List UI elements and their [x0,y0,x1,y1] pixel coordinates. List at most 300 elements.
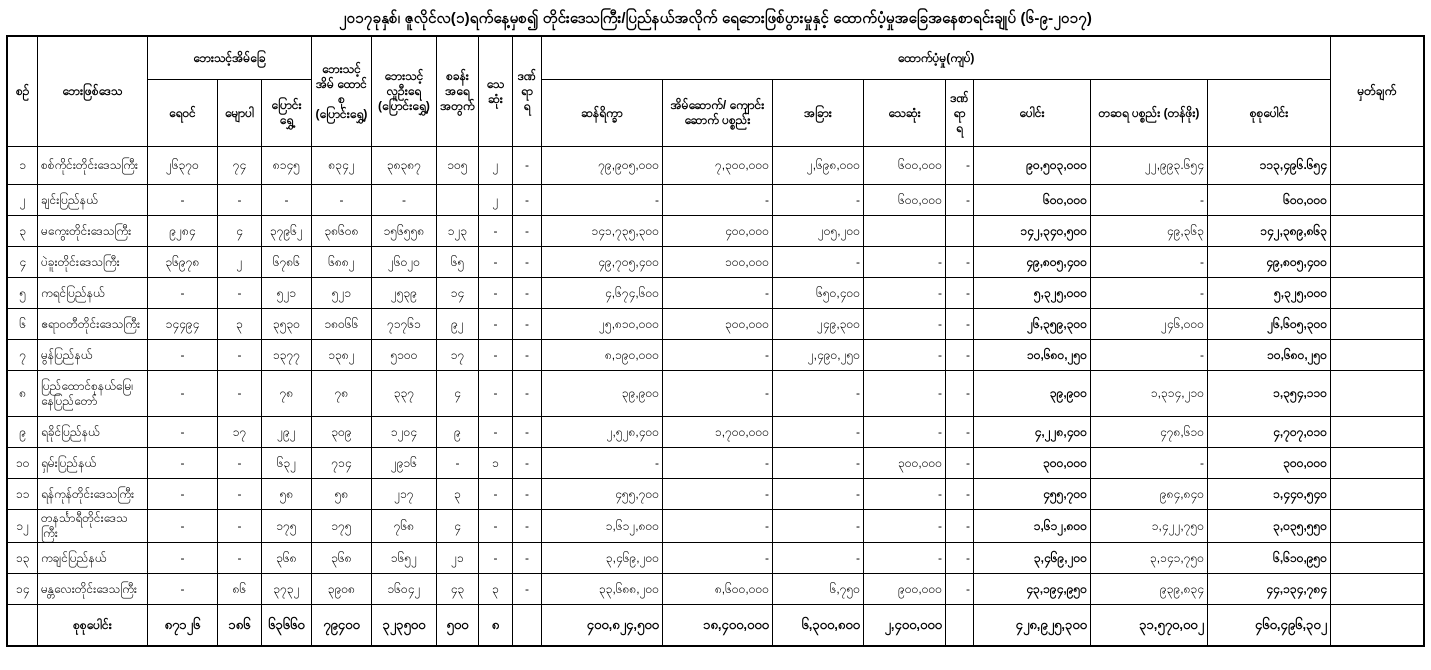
table-row-9-cell-subtotal: ၄,၂၂၈,၄၀၀ [973,417,1090,448]
total-row-cell-washed-away: ၁၈၆ [217,605,261,647]
table-row-13-cell-deaths: - [478,543,512,574]
table-row-2-cell-relocated: - [261,185,311,216]
table-row-2-cell-region: ချင်းပြည်နယ် [37,185,147,216]
table-row-12-cell-donated-goods-value: ၁,၄၂၂,၇၅၀ [1090,510,1207,543]
table-row-6-cell-remark [1331,309,1424,340]
col-header-deaths: သေ ဆုံး [478,36,512,147]
total-row-cell-deaths-support: ၂,၄၀၀,၀၀၀ [863,605,945,647]
table-row-1-cell-injured: - [512,147,541,185]
table-row-10-cell-flood-entered: - [147,448,217,479]
col-group-affected-households: ဘေးသင့်အိမ်ခြေ [147,36,311,80]
table-row-13-cell-rice-ration: ၃,၄၆၉,၂၀၀ [541,543,662,574]
table-row-13-cell-no: ၁၃ [7,543,37,574]
col-header-camps: စခန်း အရေ အတွက် [436,36,478,147]
table-row-4-cell-building-materials: ၁၀၀,၀၀၀ [662,247,772,278]
table-row-6-cell-camps: ၉၂ [436,309,478,340]
table-row-12-cell-deaths: - [478,510,512,543]
table-row-13-cell-other: - [772,543,863,574]
col-header-remark: မှတ်ချက် [1331,36,1424,147]
table-row-10-cell-relocated: ၆၃၂ [261,448,311,479]
table-row-9-cell-washed-away: ၁၇ [217,417,261,448]
table-row-14-cell-remark [1331,574,1424,605]
table-row-4-cell-region: ပဲခူးတိုင်းဒေသကြီး [37,247,147,278]
table-row-4-cell-households-relocated: ၆၈၈၂ [311,247,371,278]
table-row-13-cell-subtotal: ၃,၄၆၉,၂၀၀ [973,543,1090,574]
table-row-13 [7,543,1423,574]
table-row-8-cell-injured-support: - [945,371,973,417]
table-row-9-cell-region: ရခိုင်ပြည်နယ် [37,417,147,448]
table-row-8-cell-washed-away: - [217,371,261,417]
col-header-other: အခြား [772,80,863,147]
table-row-6-cell-deaths-support: - [863,309,945,340]
table-row-8 [7,371,1423,417]
table-row-6-cell-injured-support: - [945,309,973,340]
table-row-13-cell-building-materials: - [662,543,772,574]
table-row-1-cell-people-relocated: ၃၈၃၈၇ [371,147,436,185]
table-row-11-cell-region: ရန်ကုန်တိုင်းဒေသကြီး [37,479,147,510]
total-row-cell-grand-total: ၄၆၀,၄၉၆,၃၀၂ [1207,605,1330,647]
table-row-9-cell-remark [1331,417,1424,448]
table-row-2-cell-camps [436,185,478,216]
table-row-13-cell-remark [1331,543,1424,574]
table-row-8-cell-households-relocated: ၇၈ [311,371,371,417]
total-row-cell-injured [512,605,541,647]
table-row-13-cell-injured-support: - [945,543,973,574]
table-row-2-cell-people-relocated: - [371,185,436,216]
total-row-cell-flood-entered: ၈၇၁၂၆ [147,605,217,647]
table-row-13-cell-washed-away: - [217,543,261,574]
table-row-9-cell-people-relocated: ၁၂၀၄ [371,417,436,448]
table-row-11 [7,479,1423,510]
table-row-14-cell-flood-entered: - [147,574,217,605]
table-row-10-cell-people-relocated: ၂၉၁၆ [371,448,436,479]
table-row-4-cell-injured: - [512,247,541,278]
table-row-10-cell-washed-away: - [217,448,261,479]
table-row-6 [7,309,1423,340]
table-row-7-cell-relocated: ၁၃၇၇ [261,340,311,371]
table-row-6-cell-region: ဧရာဝတီတိုင်းဒေသကြီး [37,309,147,340]
table-row-9-cell-flood-entered: - [147,417,217,448]
table-row-3-cell-subtotal: ၁၄၂,၃၄၀,၅၀၀ [973,216,1090,247]
col-header-no: စဥ် [7,36,37,147]
table-row-1-cell-building-materials: ၇,၃၀၀,၀၀၀ [662,147,772,185]
table-row-9-cell-donated-goods-value: ၄၇၈,၆၁၀ [1090,417,1207,448]
table-row-7-cell-camps: ၁၇ [436,340,478,371]
table-row-3-cell-deaths-support [863,216,945,247]
table-row-10 [7,448,1423,479]
table-row-7-cell-other: ၂,၄၉၀,၂၅၀ [772,340,863,371]
table-row-3-cell-region: မကွေးတိုင်းဒေသကြီး [37,216,147,247]
table-row-12-cell-households-relocated: ၁၇၅ [311,510,371,543]
table-row-3-cell-flood-entered: ၉၂၈၄ [147,216,217,247]
table-row-5-cell-relocated: ၅၂၁ [261,278,311,309]
col-header-rice-ration: ဆန်ရိက္ခာ [541,80,662,147]
table-row-6-cell-donated-goods-value: ၂၄၆,၀၀၀ [1090,309,1207,340]
table-row-5 [7,278,1423,309]
table-row-7-cell-washed-away: - [217,340,261,371]
table-row-5-cell-other: ၆၅၀,၄၀၀ [772,278,863,309]
table-row-13-cell-relocated: ၃၆၈ [261,543,311,574]
table-row-13-cell-injured: - [512,543,541,574]
table-row-8-cell-relocated: ၇၈ [261,371,311,417]
table-row-10-cell-injured: - [512,448,541,479]
table-row-10-cell-deaths: ၁ [478,448,512,479]
table-row-9-cell-deaths: - [478,417,512,448]
table-row-10-cell-building-materials: - [662,448,772,479]
table-row-11-cell-no: ၁၁ [7,479,37,510]
table-row-8-cell-rice-ration: ၃၉,၉၀၀ [541,371,662,417]
table-row-5-cell-injured: - [512,278,541,309]
table-row-2-cell-remark [1331,185,1424,216]
col-header-washed-away: မျောပါ [217,80,261,147]
table-row-10-cell-households-relocated: ၇၁၄ [311,448,371,479]
table-row-8-cell-people-relocated: ၃၃၇ [371,371,436,417]
table-row-8-cell-injured: - [512,371,541,417]
table-row-12-cell-washed-away: - [217,510,261,543]
table-row-14-cell-region: မန္တလေးတိုင်းဒေသကြီး [37,574,147,605]
table-row-3-cell-no: ၃ [7,216,37,247]
table-row-5-cell-injured-support: - [945,278,973,309]
col-header-building-materials: အိမ်ဆောက်/ ကျောင်းဆောက် ပစ္စည်း [662,80,772,147]
table-row-1-cell-donated-goods-value: ၂၂,၉၉၃.၆၅၄ [1090,147,1207,185]
table-row-9-cell-building-materials: ၁,၇၀၀,၀၀၀ [662,417,772,448]
table-row-2-cell-rice-ration: - [541,185,662,216]
table-row-1-cell-region: စစ်ကိုင်းတိုင်းဒေသကြီး [37,147,147,185]
table-row-3-cell-relocated: ၃၇၉၆၂ [261,216,311,247]
table-row-14-cell-relocated: ၃၇၃၂ [261,574,311,605]
table-row-12 [7,510,1423,543]
table-row-4-cell-subtotal: ၄၉,၈၀၅,၄၀၀ [973,247,1090,278]
table-row-9-cell-other: - [772,417,863,448]
table-row-11-cell-injured-support: - [945,479,973,510]
flood-relief-summary-table [6,35,1424,647]
table-row-7-cell-subtotal: ၁၀,၆၈၀,၂၅၀ [973,340,1090,371]
table-row-3-cell-deaths: - [478,216,512,247]
total-row-cell-other: ၆,၃၀၀,၈၀၀ [772,605,863,647]
table-row-12-cell-subtotal: ၁,၆၁၂,၈၀၀ [973,510,1090,543]
table-row-11-cell-rice-ration: ၄၅၅,၇၀၀ [541,479,662,510]
total-row-cell-relocated: ၆၃၆၆၀ [261,605,311,647]
table-row-14-cell-deaths-support: ၉၀၀,၀၀၀ [863,574,945,605]
table-body [7,147,1423,647]
table-row-14-cell-injured: - [512,574,541,605]
table-row-6-cell-flood-entered: ၁၄၄၉၄ [147,309,217,340]
table-row-12-cell-rice-ration: ၁,၆၁၂,၈၀၀ [541,510,662,543]
table-row-3-cell-injured: - [512,216,541,247]
table-row-9-cell-rice-ration: ၂,၅၂၈,၄၀၀ [541,417,662,448]
table-row-2-cell-no: ၂ [7,185,37,216]
table-row-4-cell-deaths: - [478,247,512,278]
table-row-1-cell-deaths: ၂ [478,147,512,185]
table-row-1-cell-relocated: ၈၁၄၅ [261,147,311,185]
total-row-cell-subtotal: ၄၂၈,၉၂၅,၃၀၀ [973,605,1090,647]
table-row-7 [7,340,1423,371]
col-header-people-relocated: ဘေးသင့် လူဦးရေ (ပြောင်းရွှေ့) [371,36,436,147]
table-row-5-cell-flood-entered: - [147,278,217,309]
table-row-11-cell-remark [1331,479,1424,510]
table-row-12-cell-building-materials: - [662,510,772,543]
col-header-households-relocated: ဘေးသင့် အိမ် ထောင်စု (ပြောင်းရွှေ့) [311,36,371,147]
table-row-5-cell-donated-goods-value: - [1090,278,1207,309]
table-row-10-cell-rice-ration: - [541,448,662,479]
table-row-2 [7,185,1423,216]
table-row-4-cell-remark [1331,247,1424,278]
table-row-4-cell-donated-goods-value: - [1090,247,1207,278]
table-row-14-cell-no: ၁၄ [7,574,37,605]
table-row-8-cell-no: ၈ [7,371,37,417]
table-row-3-cell-other: ၂၀၅,၂၀၀ [772,216,863,247]
total-row-cell-no [7,605,37,647]
table-row-8-cell-remark [1331,371,1424,417]
table-row-3-cell-washed-away: ၄ [217,216,261,247]
table-row-9-cell-households-relocated: ၃၀၉ [311,417,371,448]
table-row-8-cell-camps: ၄ [436,371,478,417]
table-row-2-cell-washed-away: - [217,185,261,216]
table-row-12-cell-grand-total: ၃,၀၃၅,၅၅၀ [1207,510,1330,543]
table-row-1-cell-grand-total: ၁၁၃,၄၉၆.၆၅၄ [1207,147,1330,185]
table-row-14-cell-households-relocated: ၃၉၀၈ [311,574,371,605]
table-row-11-cell-camps: ၃ [436,479,478,510]
table-row-1-cell-rice-ration: ၇၉,၉၀၅,၀၀၀ [541,147,662,185]
page-title: ၂၀၁၇ခုနှစ်၊ ဇူလိုင်လ(၁)ရက်နေ့မှစ၍ တိုင်းဒေသကြီး/ပြည်နယ်အလိုက် ရေဘေးဖြစ်ပွားမှုနှင့် ထောက်ပံ့မှုအခြေအနေစာရင်းချုပ် (၆-၉-၂၀၁၇) [338,10,1093,27]
table-row-11-cell-building-materials: - [662,479,772,510]
table-row-10-cell-donated-goods-value: - [1090,448,1207,479]
table-row-13-cell-deaths-support: - [863,543,945,574]
table-row-14-cell-deaths: ၃ [478,574,512,605]
table-row-5-cell-households-relocated: ၅၂၁ [311,278,371,309]
table-row-8-cell-deaths: - [478,371,512,417]
total-row-cell-rice-ration: ၄၀၀,၈၂၄,၅၀၀ [541,605,662,647]
col-header-injured-support: ဒဏ် ရာ ရ [945,80,973,147]
table-row-12-cell-people-relocated: ၇၆၈ [371,510,436,543]
total-row-cell-region: စုစုပေါင်း [37,605,147,647]
table-row-2-cell-donated-goods-value: - [1090,185,1207,216]
table-row-6-cell-other: ၂၄၉,၃၀၀ [772,309,863,340]
table-row-12-cell-injured: - [512,510,541,543]
table-row-1-cell-households-relocated: ၈၃၄၂ [311,147,371,185]
table-row-13-cell-region: ကချင်ပြည်နယ် [37,543,147,574]
table-row-2-cell-subtotal: ၆၀၀,၀၀၀ [973,185,1090,216]
table-row-7-cell-households-relocated: ၁၃၈၂ [311,340,371,371]
table-row-8-cell-donated-goods-value: ၁,၃၁၄,၂၁၀ [1090,371,1207,417]
table-row-11-cell-grand-total: ၁,၄၄၀,၅၄၀ [1207,479,1330,510]
table-row-4-cell-people-relocated: ၂၆၀၂၀ [371,247,436,278]
table-row-12-cell-flood-entered: - [147,510,217,543]
table-row-3-cell-building-materials: ၄၀၀,၀၀၀ [662,216,772,247]
table-row-8-cell-other: - [772,371,863,417]
table-row-6-cell-injured: - [512,309,541,340]
table-row-2-cell-households-relocated: - [311,185,371,216]
table-row-8-cell-region: ပြည်ထောင်စုနယ်မြေ၊ နေပြည်တော် [37,371,147,417]
total-row-cell-remark [1331,605,1424,647]
table-row-2-cell-other: - [772,185,863,216]
table-row-7-cell-grand-total: ၁၀,၆၈၀,၂၅၀ [1207,340,1330,371]
col-header-subtotal: ပေါင်း [973,80,1090,147]
table-row-14-cell-people-relocated: ၁၆၀၄၂ [371,574,436,605]
total-row [7,605,1423,647]
table-row-14-cell-building-materials: ၈,၆၀၀,၀၀၀ [662,574,772,605]
table-row-3-cell-grand-total: ၁၄၂,၃၈၉,၈၆၃ [1207,216,1330,247]
table-row-3-cell-people-relocated: ၁၅၆၅၅၈ [371,216,436,247]
table-row-11-cell-households-relocated: ၅၈ [311,479,371,510]
table-row-3-cell-households-relocated: ၃၈၆၀၈ [311,216,371,247]
table-row-1 [7,147,1423,185]
table-row-9 [7,417,1423,448]
table-row-11-cell-deaths-support: - [863,479,945,510]
table-row-3-cell-rice-ration: ၁၄၁,၇၃၅,၃၀၀ [541,216,662,247]
table-row-11-cell-donated-goods-value: ၉၈၄,၈၄၀ [1090,479,1207,510]
table-row-7-cell-rice-ration: ၈,၁၉၀,၀၀၀ [541,340,662,371]
table-row-7-cell-deaths-support: - [863,340,945,371]
table-row-1-cell-deaths-support: ၆၀၀,၀၀၀ [863,147,945,185]
table-row-11-cell-relocated: ၅၈ [261,479,311,510]
table-row-5-cell-no: ၅ [7,278,37,309]
table-row-14-cell-camps: ၄၃ [436,574,478,605]
table-row-1-cell-no: ၁ [7,147,37,185]
table-row-6-cell-deaths: - [478,309,512,340]
table-row-9-cell-deaths-support: - [863,417,945,448]
table-row-5-cell-grand-total: ၅,၃၂၅,၀၀၀ [1207,278,1330,309]
table-row-2-cell-grand-total: ၆၀၀,၀၀၀ [1207,185,1330,216]
table-row-2-cell-injured: - [512,185,541,216]
table-row-3 [7,216,1423,247]
table-row-7-cell-region: မွန်ပြည်နယ် [37,340,147,371]
table-row-9-cell-injured-support: - [945,417,973,448]
table-row-5-cell-deaths-support: - [863,278,945,309]
table-row-11-cell-injured: - [512,479,541,510]
total-row-cell-deaths: ၈ [478,605,512,647]
total-row-cell-injured-support [945,605,973,647]
total-row-cell-people-relocated: ၃၂၃၅၀၀ [371,605,436,647]
table-row-7-cell-donated-goods-value: - [1090,340,1207,371]
table-row-6-cell-no: ၆ [7,309,37,340]
table-row-13-cell-flood-entered: - [147,543,217,574]
table-row-10-cell-injured-support: - [945,448,973,479]
total-row-cell-households-relocated: ၇၉၄၀၀ [311,605,371,647]
table-row-9-cell-injured: - [512,417,541,448]
table-row-13-cell-donated-goods-value: ၃,၁၄၁,၇၅၀ [1090,543,1207,574]
table-row-1-cell-remark [1331,147,1424,185]
table-row-2-cell-building-materials: - [662,185,772,216]
table-row-8-cell-subtotal: ၃၉,၉၀၀ [973,371,1090,417]
col-header-donated-goods-value: တဆရ ပစ္စည်း (တန်ဖိုး) [1090,80,1207,147]
table-row-10-cell-remark [1331,448,1424,479]
table-row-11-cell-people-relocated: ၂၁၇ [371,479,436,510]
table-row-4 [7,247,1423,278]
table-row-8-cell-building-materials: - [662,371,772,417]
table-row-5-cell-people-relocated: ၂၅၃၉ [371,278,436,309]
table-row-10-cell-subtotal: ၃၀၀,၀၀၀ [973,448,1090,479]
table-row-9-cell-relocated: ၂၉၂ [261,417,311,448]
table-row-4-cell-rice-ration: ၄၉,၇၀၅,၄၀၀ [541,247,662,278]
table-row-1-cell-injured-support: - [945,147,973,185]
table-row-12-cell-camps: ၄ [436,510,478,543]
total-row-cell-building-materials: ၁၈,၄၀၀,၀၀၀ [662,605,772,647]
col-header-relocated: ပြောင်းရွှေ့ [261,80,311,147]
table-row-8-cell-deaths-support: - [863,371,945,417]
table-row-1-cell-subtotal: ၉၀,၅၀၃,၀၀၀ [973,147,1090,185]
table-row-13-cell-people-relocated: ၁၆၅၂ [371,543,436,574]
col-header-injured: ဒဏ် ရာ ရ [512,36,541,147]
table-row-3-cell-remark [1331,216,1424,247]
table-row-4-cell-deaths-support: - [863,247,945,278]
table-row-10-cell-region: ရှမ်းပြည်နယ် [37,448,147,479]
table-row-1-cell-washed-away: ၇၄ [217,147,261,185]
table-row-5-cell-subtotal: ၅,၃၂၅,၀၀၀ [973,278,1090,309]
table-row-12-cell-relocated: ၁၇၅ [261,510,311,543]
table-row-14-cell-subtotal: ၄၃,၁၉၄,၉၅၀ [973,574,1090,605]
table-row-2-cell-injured-support: - [945,185,973,216]
table-row-12-cell-no: ၁၂ [7,510,37,543]
table-row-4-cell-no: ၄ [7,247,37,278]
table-row-9-cell-no: ၉ [7,417,37,448]
table-row-12-cell-other: - [772,510,863,543]
table-row-5-cell-deaths: - [478,278,512,309]
table-row-6-cell-rice-ration: ၂၅,၈၁၀,၀၀၀ [541,309,662,340]
table-row-14-cell-washed-away: ၈၆ [217,574,261,605]
table-row-5-cell-washed-away: - [217,278,261,309]
table-row-12-cell-remark [1331,510,1424,543]
table-row-1-cell-other: ၂,၆၉၈,၀၀၀ [772,147,863,185]
table-row-4-cell-injured-support: - [945,247,973,278]
table-row-2-cell-flood-entered: - [147,185,217,216]
table-row-6-cell-grand-total: ၂၆,၆၀၅,၃၀၀ [1207,309,1330,340]
table-row-10-cell-no: ၁၀ [7,448,37,479]
table-row-1-cell-camps: ၁၀၅ [436,147,478,185]
table-row-6-cell-subtotal: ၂၆,၃၅၉,၃၀၀ [973,309,1090,340]
table-row-5-cell-building-materials: - [662,278,772,309]
table-row-3-cell-injured-support [945,216,973,247]
table-row-13-cell-camps: ၂၁ [436,543,478,574]
table-row-12-cell-region: တနင်္သာရီတိုင်းဒေသကြီး [37,510,147,543]
table-row-7-cell-injured: - [512,340,541,371]
table-row-10-cell-grand-total: ၃၀၀,၀၀၀ [1207,448,1330,479]
table-row-4-cell-other: - [772,247,863,278]
table-row-14-cell-rice-ration: ၃၃,၆၈၈,၂၀၀ [541,574,662,605]
total-row-cell-camps: ၅၀၀ [436,605,478,647]
table-row-5-cell-region: ကရင်ပြည်နယ် [37,278,147,309]
table-row-7-cell-deaths: - [478,340,512,371]
table-row-11-cell-other: - [772,479,863,510]
table-row-6-cell-people-relocated: ၇၁၇၆၁ [371,309,436,340]
table-row-10-cell-camps: - [436,448,478,479]
table-row-4-cell-flood-entered: ၃၆၉၇၈ [147,247,217,278]
table-row-4-cell-camps: ၆၅ [436,247,478,278]
table-row-8-cell-flood-entered: - [147,371,217,417]
table-row-7-cell-injured-support: - [945,340,973,371]
table-row-9-cell-grand-total: ၄,၇၀၇,၀၁၀ [1207,417,1330,448]
table-row-13-cell-households-relocated: ၃၆၈ [311,543,371,574]
table-row-3-cell-donated-goods-value: ၄၉,၃၆၃ [1090,216,1207,247]
col-header-deaths-support: သေဆုံး [863,80,945,147]
col-group-support-kyat: ထောက်ပံ့မှု(ကျပ်) [541,36,1330,80]
table-row-10-cell-other: - [772,448,863,479]
table-row-7-cell-no: ၇ [7,340,37,371]
col-header-grand-total: စုစုပေါင်း [1207,80,1330,147]
table-row-4-cell-grand-total: ၄၉,၈၀၅,၄၀၀ [1207,247,1330,278]
table-row-7-cell-flood-entered: - [147,340,217,371]
total-row-cell-donated-goods-value: ၃၁,၅၇၀,၀၀၂ [1090,605,1207,647]
table-row-2-cell-deaths-support: ၆၀၀,၀၀၀ [863,185,945,216]
table-row-14-cell-grand-total: ၄၄,၁၃၄,၇၈၄ [1207,574,1330,605]
table-row-5-cell-camps: ၁၄ [436,278,478,309]
table-row-11-cell-subtotal: ၄၅၅,၇၀၀ [973,479,1090,510]
table-row-12-cell-deaths-support: - [863,510,945,543]
table-row-5-cell-rice-ration: ၄,၆၇၄,၆၀၀ [541,278,662,309]
table-row-13-cell-grand-total: ၆,၆၁၀,၉၅၀ [1207,543,1330,574]
table-row-6-cell-building-materials: ၃၀၀,၀၀၀ [662,309,772,340]
table-row-7-cell-people-relocated: ၅၁၀၀ [371,340,436,371]
